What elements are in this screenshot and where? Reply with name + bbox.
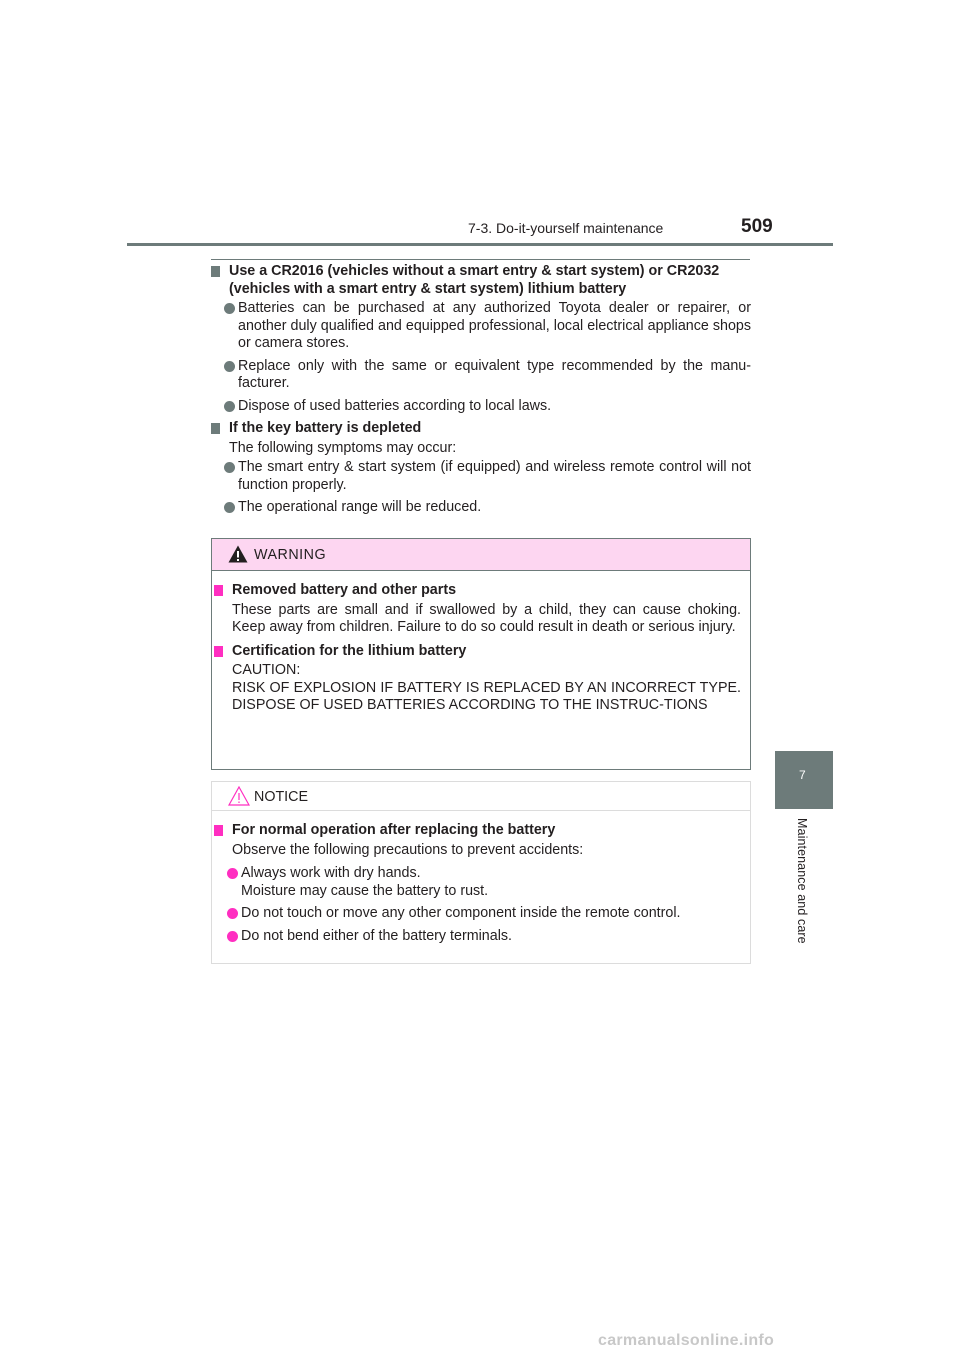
circle-bullet-icon [224,401,235,412]
circle-bullet-icon [224,303,235,314]
notice-box [211,781,751,964]
warning-caution [214,662,741,715]
warning-box [211,538,751,770]
caution-text: RISK OF EXPLOSION IF BATTERY IS REPLACED BY AN INCORRECT TYPE. DISPOSE OF USED BATTERIES ACCORDING TO THE INSTRUC-TIONS [232,679,741,713]
warning-icon [228,545,248,563]
page-number: 509 [741,216,773,237]
chapter-tab [775,751,833,809]
square-bullet-icon [214,825,223,836]
square-bullet-icon [214,585,223,596]
notice-body [212,811,750,945]
square-bullet-icon [214,646,223,657]
notice-icon [228,786,250,806]
notice-intro: Observe the following precautions to prevent accidents: [232,841,584,858]
list-item: Do not bend either of the battery terminals. [214,928,741,946]
notice-heading: For normal operation after replacing the battery [214,822,741,840]
header-rule [127,243,833,246]
circle-bullet-icon [224,502,235,513]
warning-header [212,539,750,571]
section-heading: Use a CR2016 (vehicles without a smart entry & start system) or CR2032 (vehicles with a smart entry & start system) lithium battery [211,263,751,298]
warning-label: WARNING [254,547,327,563]
list-item: The operational range will be reduced. [211,499,751,517]
list-item: Dispose of used batteries according to local laws. [211,398,751,416]
watermark: carmanualsonline.info [598,1332,775,1349]
notice-header [212,782,750,811]
square-bullet-icon [211,266,220,277]
circle-bullet-icon [224,361,235,372]
content-rule [211,259,750,260]
list-item: Always work with dry hands. Moisture may cause the battery to rust. [214,865,741,900]
circle-bullet-icon [224,462,235,473]
warning-heading: Removed battery and other parts [214,582,741,600]
chapter-number: 7 [799,768,806,782]
caution-label: CAUTION: [232,662,301,678]
square-bullet-icon [211,423,220,434]
warning-heading: Certification for the lithium battery [214,643,741,661]
main-content [211,263,751,522]
warning-body [212,571,750,715]
notice-label: NOTICE [254,789,309,805]
warning-text: These parts are small and if swallowed by a child, they can cause choking. Keep away from children. Failure to do so could result in death or serious injury. [232,601,741,635]
list-item: Batteries can be purchased at any authorized Toyota dealer or repairer, or another duly qualified and equipped professional, local electrical appliance shops or camera stores. [211,300,751,353]
circle-bullet-icon [227,908,238,919]
section-intro: The following symptoms may occur: [229,439,457,456]
section-title: 7-3. Do-it-yourself maintenance [468,220,664,236]
chapter-label: Maintenance and care [795,818,809,944]
list-item: Replace only with the same or equivalent type recommended by the manu-facturer. [211,358,751,393]
list-item: Do not touch or move any other component inside the remote control. [214,905,741,923]
circle-bullet-icon [227,931,238,942]
list-item: The smart entry & start system (if equipped) and wireless remote control will not function properly. [211,459,751,494]
circle-bullet-icon [227,868,238,879]
section-heading: If the key battery is depleted [211,420,751,438]
